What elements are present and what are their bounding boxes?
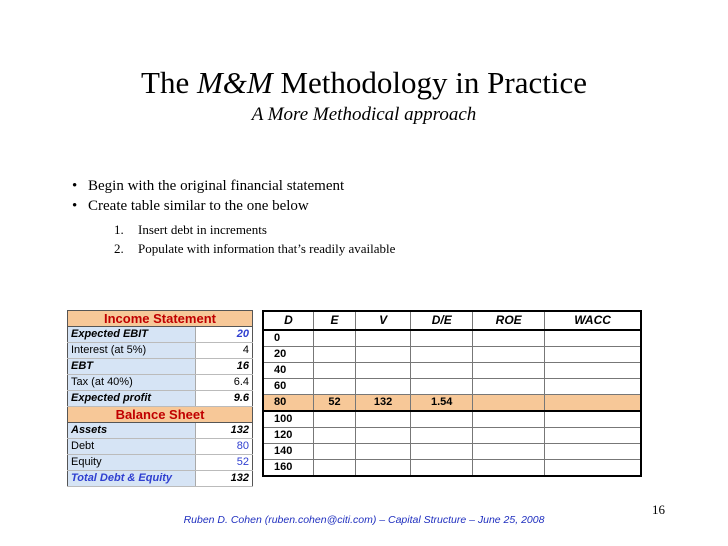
step-number: 2. bbox=[114, 241, 124, 256]
grid-row bbox=[263, 363, 641, 379]
grid-cell bbox=[314, 460, 356, 477]
row-label: Total Debt & Equity bbox=[68, 471, 196, 487]
grid-cell bbox=[314, 411, 356, 428]
grid-cell: 120 bbox=[263, 428, 314, 444]
grid-cell bbox=[355, 444, 410, 460]
table-row bbox=[68, 471, 253, 487]
row-label: Expected EBIT bbox=[68, 327, 196, 343]
grid-row bbox=[263, 460, 641, 477]
grid-cell bbox=[545, 411, 641, 428]
grid-cell bbox=[545, 460, 641, 477]
grid-header: V bbox=[355, 311, 410, 330]
step-item bbox=[114, 239, 395, 258]
grid-cell: 40 bbox=[263, 363, 314, 379]
grid-cell: 160 bbox=[263, 460, 314, 477]
table-row bbox=[68, 455, 253, 471]
grid-cell bbox=[473, 411, 545, 428]
income-statement-header: Income Statement bbox=[68, 311, 253, 327]
table-row bbox=[68, 343, 253, 359]
grid-header: E bbox=[314, 311, 356, 330]
row-value: 52 bbox=[196, 455, 253, 471]
grid-cell bbox=[545, 428, 641, 444]
title-emph: M&M bbox=[196, 65, 273, 100]
grid-cell: 52 bbox=[314, 395, 356, 412]
grid-cell bbox=[473, 395, 545, 412]
grid-row bbox=[263, 347, 641, 363]
row-value: 80 bbox=[196, 439, 253, 455]
table-row bbox=[68, 327, 253, 343]
balance-sheet-header: Balance Sheet bbox=[68, 407, 253, 423]
grid-cell bbox=[355, 411, 410, 428]
step-list bbox=[114, 220, 395, 258]
row-label: Tax (at 40%) bbox=[68, 375, 196, 391]
title-prefix: The bbox=[141, 65, 197, 100]
grid-row bbox=[263, 379, 641, 395]
grid-row bbox=[263, 330, 641, 347]
step-text: Insert debt in increments bbox=[138, 222, 267, 237]
table-row bbox=[68, 359, 253, 375]
row-value: 9.6 bbox=[196, 391, 253, 407]
grid-cell bbox=[545, 330, 641, 347]
grid-cell bbox=[473, 363, 545, 379]
grid-cell bbox=[411, 411, 473, 428]
step-number: 1. bbox=[114, 222, 124, 237]
grid-cell bbox=[411, 330, 473, 347]
grid-cell bbox=[545, 363, 641, 379]
table-row bbox=[68, 375, 253, 391]
grid-cell bbox=[473, 428, 545, 444]
row-value: 6.4 bbox=[196, 375, 253, 391]
page-number: 16 bbox=[652, 502, 665, 517]
footer-credit: Ruben D. Cohen (ruben.cohen@citi.com) – Capital Structure – June 25, 2008 bbox=[183, 514, 545, 526]
grid-cell: 60 bbox=[263, 379, 314, 395]
grid-cell bbox=[473, 347, 545, 363]
grid-cell bbox=[545, 444, 641, 460]
grid-cell: 80 bbox=[263, 395, 314, 412]
step-item bbox=[114, 220, 395, 239]
financial-statement-table bbox=[67, 310, 253, 487]
grid-row bbox=[263, 411, 641, 428]
grid-cell bbox=[314, 379, 356, 395]
title-suffix: Methodology in Practice bbox=[272, 65, 587, 100]
grid-cell bbox=[355, 330, 410, 347]
bullet-item: • Begin with the original financial statement bbox=[72, 176, 344, 196]
row-value: 4 bbox=[196, 343, 253, 359]
row-label: Debt bbox=[68, 439, 196, 455]
grid-cell bbox=[355, 363, 410, 379]
grid-cell: 140 bbox=[263, 444, 314, 460]
grid-cell bbox=[355, 379, 410, 395]
table-row bbox=[68, 391, 253, 407]
grid-header: D/E bbox=[411, 311, 473, 330]
grid-cell: 132 bbox=[355, 395, 410, 412]
grid-cell bbox=[411, 460, 473, 477]
grid-cell bbox=[314, 363, 356, 379]
slide-subtitle: A More Methodical approach bbox=[251, 104, 477, 125]
bullet-item: • Create table similar to the one below bbox=[72, 196, 344, 216]
grid-cell bbox=[411, 379, 473, 395]
grid-row bbox=[263, 428, 641, 444]
grid-cell bbox=[545, 379, 641, 395]
grid-cell bbox=[473, 379, 545, 395]
grid-cell bbox=[355, 460, 410, 477]
grid-cell bbox=[411, 444, 473, 460]
row-value: 132 bbox=[196, 423, 253, 439]
grid-cell bbox=[545, 395, 641, 412]
table-row bbox=[68, 423, 253, 439]
grid-cell: 1.54 bbox=[411, 395, 473, 412]
row-value: 20 bbox=[196, 327, 253, 343]
grid-cell bbox=[411, 428, 473, 444]
grid-row bbox=[263, 444, 641, 460]
grid-cell: 0 bbox=[263, 330, 314, 347]
grid-cell bbox=[355, 428, 410, 444]
grid-cell bbox=[473, 460, 545, 477]
grid-header-row bbox=[263, 311, 641, 330]
row-value: 132 bbox=[196, 471, 253, 487]
grid-cell bbox=[545, 347, 641, 363]
row-label: Equity bbox=[68, 455, 196, 471]
mm-grid-table bbox=[262, 310, 642, 477]
row-label: EBT bbox=[68, 359, 196, 375]
grid-cell: 20 bbox=[263, 347, 314, 363]
row-label: Assets bbox=[68, 423, 196, 439]
grid-row-highlighted bbox=[263, 395, 641, 412]
grid-cell bbox=[473, 330, 545, 347]
grid-cell bbox=[314, 428, 356, 444]
grid-cell bbox=[411, 347, 473, 363]
grid-cell bbox=[314, 347, 356, 363]
grid-cell bbox=[314, 330, 356, 347]
row-value: 16 bbox=[196, 359, 253, 375]
step-text: Populate with information that’s readily available bbox=[138, 241, 396, 256]
row-label: Interest (at 5%) bbox=[68, 343, 196, 359]
grid-cell bbox=[314, 444, 356, 460]
grid-header: D bbox=[263, 311, 314, 330]
row-label: Expected profit bbox=[68, 391, 196, 407]
table-row bbox=[68, 439, 253, 455]
grid-cell bbox=[355, 347, 410, 363]
bullet-list bbox=[72, 176, 344, 216]
grid-cell bbox=[411, 363, 473, 379]
grid-header: ROE bbox=[473, 311, 545, 330]
slide-title bbox=[0, 66, 728, 100]
grid-cell: 100 bbox=[263, 411, 314, 428]
grid-header: WACC bbox=[545, 311, 641, 330]
grid-cell bbox=[473, 444, 545, 460]
